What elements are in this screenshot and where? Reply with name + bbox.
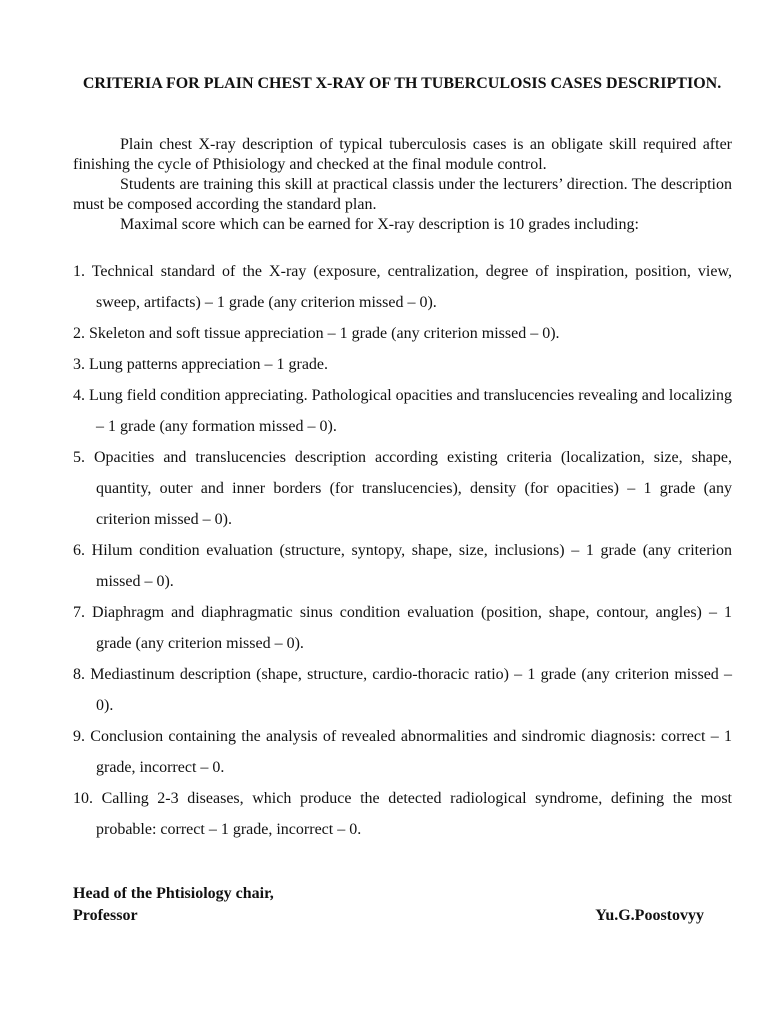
intro-section bbox=[73, 135, 732, 235]
signature-name: Yu.G.Poostovyy bbox=[595, 907, 704, 924]
criteria-item: 3. Lung patterns appreciation – 1 grade. bbox=[73, 356, 329, 373]
criteria-item: 2. Skeleton and soft tissue appreciation – 1 grade (any criterion missed – 0). bbox=[73, 325, 560, 342]
signature-position: Head of the Phtisiology chair, bbox=[73, 885, 274, 902]
criteria-list bbox=[73, 256, 732, 845]
criteria-item: 10. Calling 2-3 diseases, which produce the detected radiological syndrome, defining the most probable: correct – 1 grade, incorrect – 0. bbox=[73, 790, 732, 838]
intro-paragraph: Plain chest X-ray description of typical tuberculosis cases is an obligate skill required after finishing the cycle of Pthisiology and checked at the final module control. bbox=[73, 136, 732, 173]
document-title: CRITERIA FOR PLAIN CHEST X-RAY OF TH TUBERCULOSIS CASES DESCRIPTION. bbox=[82, 75, 722, 92]
criteria-item: 4. Lung field condition appreciating. Pathological opacities and translucencies revealing and localizing – 1 grade (any formation missed – 0). bbox=[73, 387, 732, 435]
intro-paragraph: Students are training this skill at practical classis under the lecturers’ direction. The description must be composed according the standard plan. bbox=[73, 176, 732, 213]
criteria-item: 5. Opacities and translucencies description according existing criteria (localization, size, shape, quantity, outer and inner borders (for translucencies), density (for opacities) – 1 grade (any criterion missed – 0). bbox=[73, 449, 732, 528]
signature-row bbox=[73, 905, 732, 927]
criteria-item: 8. Mediastinum description (shape, structure, cardio-thoracic ratio) – 1 grade (any criterion missed – 0). bbox=[73, 666, 732, 714]
intro-paragraph: Maximal score which can be earned for X-ray description is 10 grades including: bbox=[120, 216, 639, 233]
signature-rank: Professor bbox=[73, 907, 138, 924]
criteria-item: 9. Conclusion containing the analysis of revealed abnormalities and sindromic diagnosis: correct – 1 grade, incorrect – 0. bbox=[73, 728, 732, 776]
signature-block bbox=[73, 883, 732, 927]
criteria-item: 6. Hilum condition evaluation (structure, syntopy, shape, size, inclusions) – 1 grade (any criterion missed – 0). bbox=[73, 542, 732, 590]
criteria-item: 1. Technical standard of the X-ray (exposure, centralization, degree of inspiration, position, view, sweep, artifacts) – 1 grade (any criterion missed – 0). bbox=[73, 263, 732, 311]
criteria-item: 7. Diaphragm and diaphragmatic sinus condition evaluation (position, shape, contour, angles) – 1 grade (any criterion missed – 0). bbox=[73, 604, 732, 652]
